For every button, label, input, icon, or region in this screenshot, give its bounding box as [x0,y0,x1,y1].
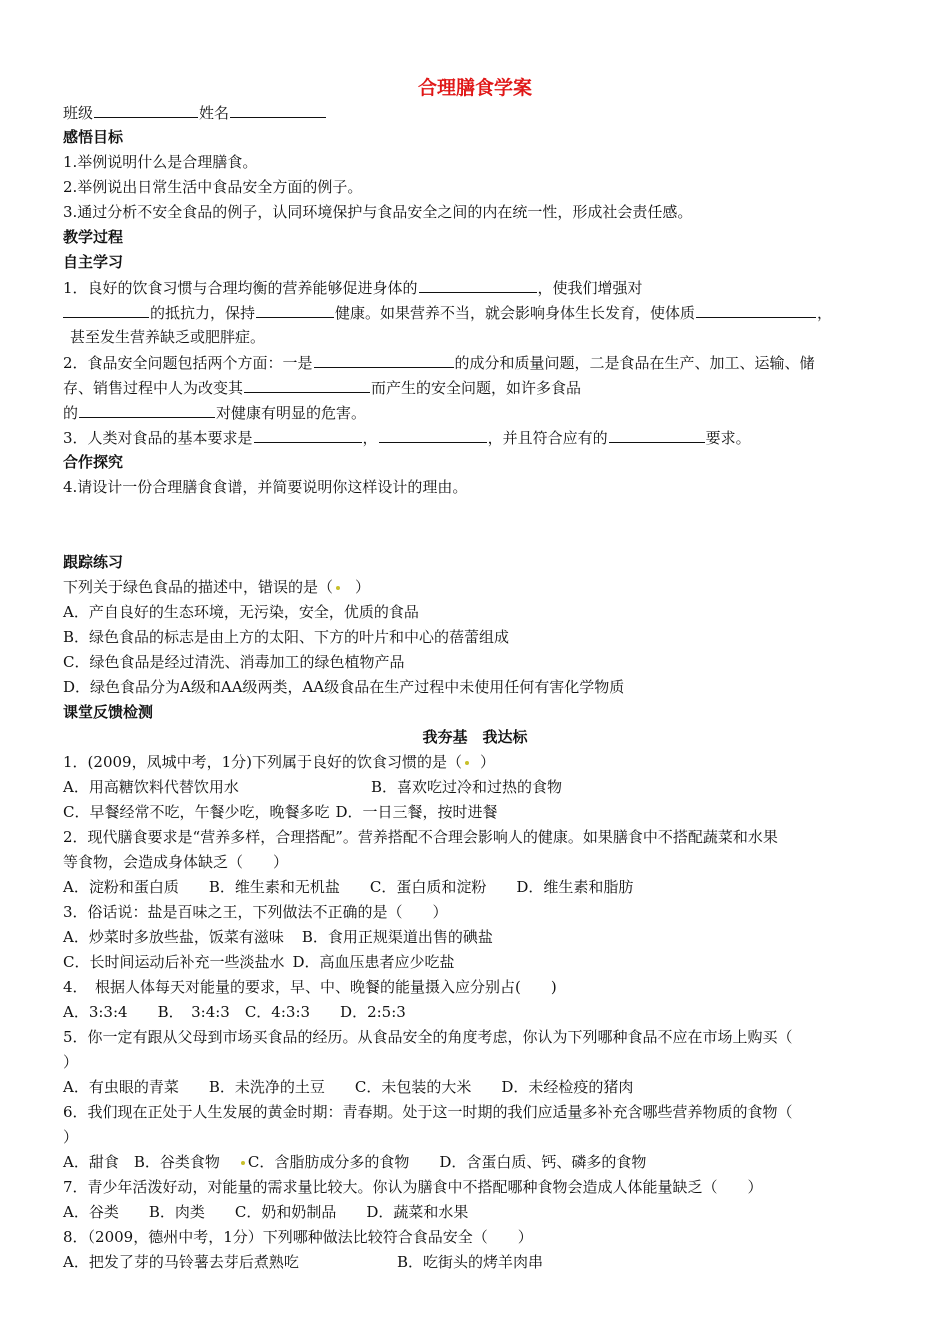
self-study-heading: 自主学习 [63,253,124,271]
feedback-heading: 课堂反馈检测 [63,703,154,721]
name-label: 姓名 [199,104,230,122]
mc-question-5: 5．你一定有跟从父母到市场买食品的经历。从食品安全的角度考虑，你认为下列哪种食品不应在市场上购买（ [63,1028,793,1046]
fill-blank[interactable] [314,352,454,368]
mc-question-8: 8．（2009，德州中考，1分）下列哪种做法比较符合食品安全（ ） [63,1228,533,1246]
fill-blank[interactable] [609,427,705,443]
mark-dot-icon [465,761,469,765]
mc-question-2-cont: 等食物，会造成身体缺乏（ ） [63,853,289,871]
mc-question-2: 2．现代膳食要求是“营养多样，合理搭配”。营养搭配不合理会影响人的健康。如果膳食中不搭配蔬菜和水果 [63,828,778,846]
fill-question-2-line-3: 的 对健康有明显的危害。 [63,404,367,422]
fill-question-3: 3．人类对食品的基本要求是 ， ，并且符合应有的 要求。 [63,429,751,447]
practice-option: A．产自良好的生态环境，无污染，安全，优质的食品 [63,603,419,621]
mc-options-row: A．甜食 B．谷类食物 C．含脂肪成分多的食物 D．含蛋白质、钙、磷多的食物 [63,1153,647,1171]
mc-options-row: C．早餐经常不吃，午餐少吃，晚餐多吃 D．一日三餐，按时进餐 [63,803,498,821]
process-heading: 教学过程 [63,228,124,246]
feedback-subheading: 我夯基 我达标 [422,728,528,746]
fill-blank[interactable] [254,427,362,443]
fill-question-1-line-3: 甚至发生营养缺乏或肥胖症。 [70,328,266,346]
mc-options-row: A．谷类 B．肉类 C．奶和奶制品 D．蔬菜和水果 [63,1203,469,1221]
mc-options-row: A．3:3:4 B． 3:4:3 C．4:3:3 D．2:5:3 [63,1003,406,1021]
mc-question-7: 7．青少年活泼好动，对能量的需求量比较大。你认为膳食中不搭配哪种食物会造成人体能量缺乏（ ） [63,1178,763,1196]
goals-heading: 感悟目标 [63,128,124,146]
goal-item: 1.举例说明什么是合理膳食。 [63,153,258,171]
mc-options-row: A．把发了芽的马铃薯去芽后煮熟吃 B．吃街头的烤羊肉串 [63,1253,544,1271]
mc-question-5-cont: ） [63,1053,79,1071]
fill-blank[interactable] [256,302,334,318]
mark-dot-icon [241,1161,245,1165]
mc-question-1: 1．(2009，凤城中考，1分)下列属于良好的饮食习惯的是（ ） [63,753,495,771]
practice-option: C．绿色食品是经过清洗、消毒加工的绿色植物产品 [63,653,405,671]
mark-dot-icon [336,586,340,590]
fill-question-2-line-1: 2．食品安全问题包括两个方面：一是 的成分和质量问题，二是食品在生产、加工、运输、储 [63,354,815,372]
practice-heading: 跟踪练习 [63,553,124,571]
practice-question: 下列关于绿色食品的描述中，错误的是（ ） [63,578,371,596]
mc-question-3: 3．俗话说：盐是百味之王，下列做法不正确的是（ ） [63,903,448,921]
class-label: 班级 [63,104,94,122]
mc-options-row: A．有虫眼的青菜 B．未洗净的土豆 C．未包装的大米 D．未经检疫的猪肉 [63,1078,634,1096]
mc-options-row: A．淀粉和蛋白质 B．维生素和无机盐 C．蛋白质和淀粉 D．维生素和脂肪 [63,878,634,896]
coop-heading: 合作探究 [63,453,124,471]
mc-options-row: A．用高糖饮料代替饮用水 B．喜欢吃过冷和过热的食物 [63,778,563,796]
fill-question-1-line-1: 1．良好的饮食习惯与合理均衡的营养能够促进身体的 ，使我们增强对 [63,279,643,297]
fill-blank[interactable] [419,277,537,293]
name-blank[interactable] [230,102,326,118]
fill-blank[interactable] [379,427,487,443]
page-title: 合理膳食学案 [417,77,532,99]
mc-options-row: A．炒菜时多放些盐，饭菜有滋味 B．食用正规渠道出售的碘盐 [63,928,493,946]
class-blank[interactable] [94,102,198,118]
mc-question-4: 4． 根据人体每天对能量的要求，早、中、晚餐的能量摄入应分别占( ) [63,978,557,996]
practice-option: D．绿色食品分为A级和AA级两类，AA级食品在生产过程中未使用任何有害化学物质 [63,678,625,696]
fill-blank[interactable] [244,377,370,393]
goal-item: 2.举例说出日常生活中食品安全方面的例子。 [63,178,363,196]
goal-item: 3.通过分析不安全食品的例子，认同环境保护与食品安全之间的内在统一性，形成社会责任感。 [63,203,693,221]
design-question-4: 4.请设计一份合理膳食食谱，并简要说明你这样设计的理由。 [63,478,468,496]
mc-question-6: 6．我们现在正处于人生发展的黄金时期：青春期。处于这一时期的我们应适量多补充含哪些营养物质的食物（ [63,1103,793,1121]
student-info-line [63,102,327,123]
practice-option: B．绿色食品的标志是由上方的太阳、下方的叶片和中心的蓓蕾组成 [63,628,510,646]
fill-blank[interactable] [63,302,149,318]
mc-options-row: C．长时间运动后补充一些淡盐水 D．高血压患者应少吃盐 [63,953,455,971]
fill-blank[interactable] [696,302,816,318]
fill-question-1-line-2: 的抵抗力，保持 健康。如果营养不当，就会影响身体生长发育，使体质 ， [63,302,832,323]
fill-question-2-line-2: 存、销售过程中人为改变其 而产生的安全问题，如许多食品 [63,379,582,397]
mc-question-6-cont: ） [63,1128,79,1146]
fill-blank[interactable] [79,402,215,418]
